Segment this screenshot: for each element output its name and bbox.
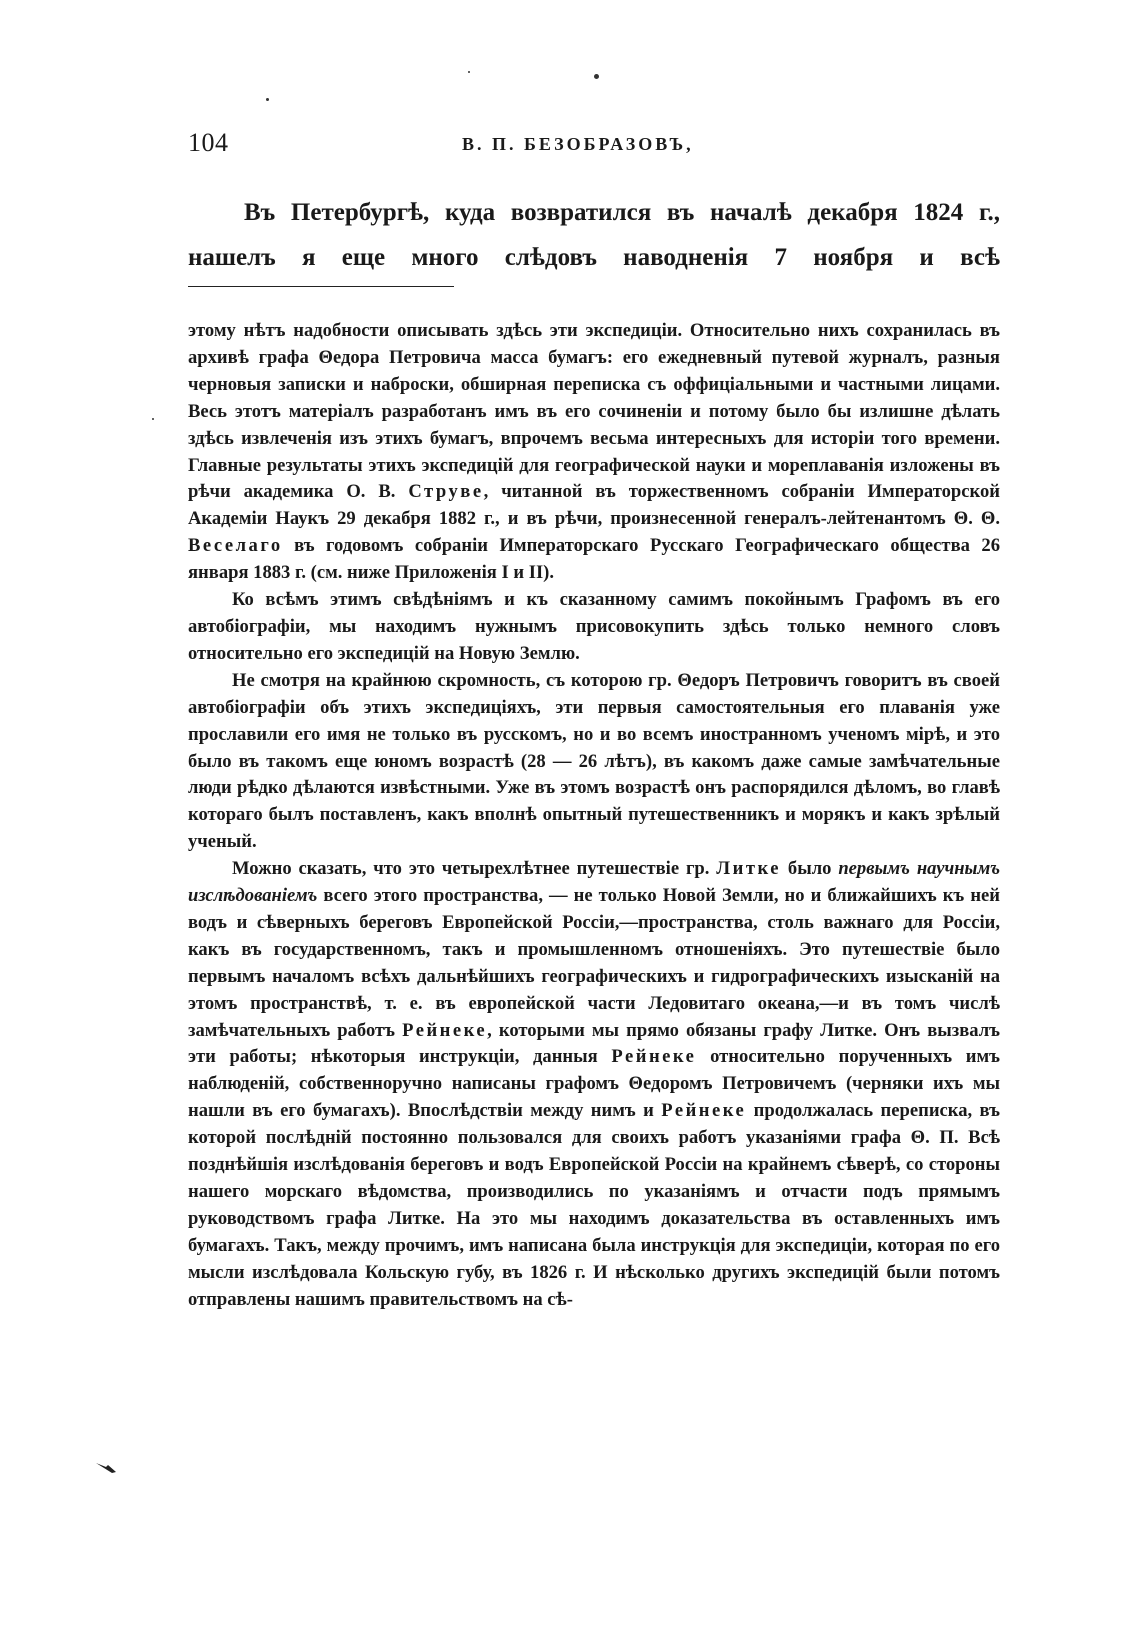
print-speck — [152, 418, 154, 420]
footnote-text-run: , которыми мы прямо обязаны графу Литке. Онъ вызвалъ эти работы; нѣкоторыя инструкціи, данныя — [188, 1019, 1000, 1068]
print-speck — [266, 98, 269, 101]
main-text-line: Въ Петербургѣ, куда возвратился въ началѣ декабря 1824 г., — [244, 199, 1000, 226]
main-text — [188, 190, 1000, 280]
spaced-name: Веселаго — [188, 535, 283, 557]
running-head: В. П. БЕЗОБРАЗОВЪ, — [462, 134, 694, 154]
footnote-divider — [188, 286, 454, 287]
footnote-paragraph: Ко всѣмъ этимъ свѣдѣніямъ и къ сказанному самимъ покойнымъ Графомъ въ его автобіографіи, мы находимъ нужнымъ присовокупить здѣсь только немного словъ относительно его экспедицій на Новую Землю. — [188, 589, 1000, 664]
corner-mark — [96, 1462, 120, 1476]
footnote-text-run: продолжалась переписка, въ которой послѣдній постоянно пользовался для своихъ работъ указаніями графа Θ. П. Всѣ позднѣйшія изслѣдованія береговъ и водъ Европейской Россіи на крайнемъ сѣверѣ, со стороны нашего морскаго вѣдомства, производились по указаніямъ и отчасти подъ прямымъ руководствомъ графа Литке. На это мы находимъ доказательства въ оставленныхъ имъ бумагахъ. Такъ, между прочимъ, имъ написана была инструкція для экспедиціи, которая по его мысли изслѣдовала Кольскую губу, въ 1826 г. И нѣсколько другихъ экспедицій были потомъ отправлены нашимъ правительствомъ на сѣ- — [188, 1100, 1000, 1310]
spaced-name: Рейнеке — [402, 1019, 488, 1041]
spaced-name: Рейнеке — [661, 1100, 747, 1122]
footnote-paragraph: Не смотря на крайнюю скромность, съ которою гр. Θедоръ Петровичъ говоритъ въ своей автобіографіи объ этихъ экспедиціяхъ, эти первыя самостоятельныя его плаванія уже прославили его имя не только въ русскомъ, но и во всемъ иностранномъ ученомъ мірѣ, и это было въ такомъ еще юномъ возрастѣ (28 — 26 лѣтъ), въ какомъ даже самые замѣчательные люди рѣдко дѣлаются извѣстными. Уже въ этомъ возрастѣ онъ распорядился дѣломъ, во главѣ котораго былъ поставленъ, какъ вполнѣ опытный путешественникъ и морякъ и какъ зрѣлый ученый. — [188, 669, 1000, 853]
print-speck — [468, 71, 470, 73]
footnote-paragraph — [188, 318, 1000, 587]
spaced-name: Рейнеке — [611, 1046, 697, 1068]
footnote-text-run: этому нѣтъ надобности описывать здѣсь эти экспедиціи. Относительно нихъ сохранилась въ архивѣ графа Θедора Петровича масса бумагъ: его ежедневный путевой журналъ, разныя черновыя записки и наброски, обширная переписка съ оффиціальными и частными лицами. Весь этотъ матеріалъ разработанъ имъ въ его сочиненіи и потому было бы излишне дѣлать здѣсь извлеченія изъ этихъ бумагъ, впрочемъ весьма интересныхъ для исторіи того времени. Главные результаты этихъ экспедицій для географической науки и мореплаванія изложены въ рѣчи академика О. В. — [188, 320, 1000, 503]
footnote-text-run: , читанной въ торжественномъ собраніи Императорской Академіи Наукъ 29 декабря 1882 г., и въ рѣчи, произнесенной генералъ-лейтенантомъ Θ. Θ. — [188, 481, 1000, 530]
footnote-text-run: относительно порученныхъ имъ наблюденій, собственноручно написаны графомъ Θедоромъ Петровичемъ (черняки ихъ мы нашли въ его бумагахъ). Впослѣдствіи между нимъ и — [188, 1046, 1001, 1122]
footnote-text-run: всего этого пространства, — не только Новой Земли, но и ближайшихъ къ ней водъ и сѣверныхъ береговъ Европейской Россіи,—пространства, столь важнаго для Россіи, какъ въ государственномъ, такъ и промышленномъ отношеніяхъ. Это путешествіе было первымъ началомъ всѣхъ дальнѣйшихъ географическихъ и гидрографическихъ изысканій на этомъ пространствѣ, т. е. въ европейской части Ледовитаго океана,—и въ томъ числѣ замѣчательныхъ работъ — [188, 885, 1000, 1041]
footnote-paragraph — [188, 856, 1000, 1313]
spaced-name: Струве — [408, 481, 484, 503]
print-speck — [594, 74, 599, 79]
footnote-block — [188, 318, 1000, 1314]
italic-emphasis: первымъ научнымъ изслѣдованіемъ — [188, 858, 1000, 907]
page-header — [188, 128, 1000, 164]
footnote-text-run: было — [781, 858, 839, 880]
spaced-name: Литке — [716, 858, 782, 880]
main-text-line: нашелъ я еще много слѣдовъ наводненія 7 ноября и всѣ — [188, 244, 1000, 271]
page-number: 104 — [188, 128, 229, 157]
footnote-text-run: въ годовомъ собраніи Императорскаго Русскаго Географическаго общества 26 января 1883 г. (см. ниже Приложенія I и II). — [188, 535, 1000, 584]
footnote-text-run: Можно сказать, что это четырехлѣтнее путешествіе гр. — [232, 858, 717, 880]
